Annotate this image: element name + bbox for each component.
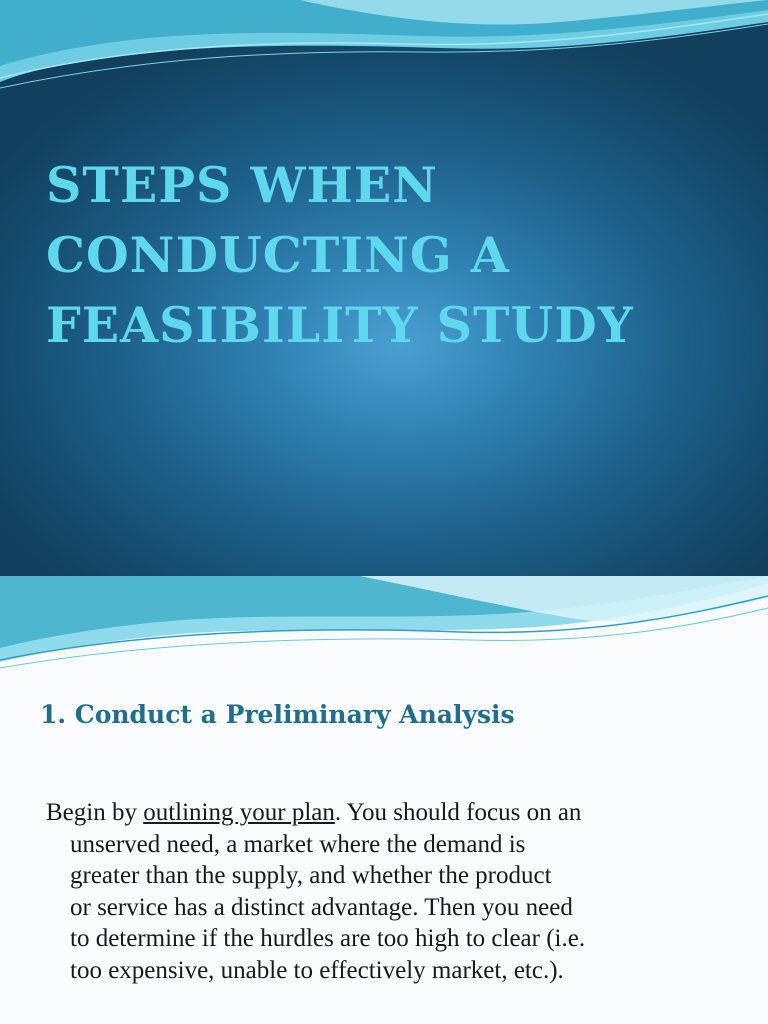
slide-title (46, 150, 746, 360)
title-line: CONDUCTING A (46, 226, 510, 284)
body-line: too expensive, unable to effectively market, etc.). (70, 956, 564, 984)
decorative-wave-banner (0, 0, 768, 100)
body-text-segment: Begin by (46, 799, 144, 826)
body-line: to determine if the hurdles are too high to clear (i.e. (70, 925, 586, 952)
body-paragraph (46, 797, 736, 986)
decorative-wave-banner (0, 576, 768, 676)
body-text-segment: . You should focus on an (334, 799, 582, 826)
body-line: greater than the supply, and whether the product (70, 862, 552, 889)
body-line: unserved need, a market where the demand is (70, 830, 526, 858)
title-line: STEPS WHEN (46, 156, 438, 214)
title-line: FEASIBILITY STUDY (46, 296, 634, 354)
outlining-plan-link[interactable]: outlining your plan (143, 799, 335, 826)
section-heading: 1. Conduct a Preliminary Analysis (40, 700, 515, 729)
body-line (46, 797, 736, 829)
body-line: or service has a distinct advantage. Then you need (70, 893, 573, 921)
content-slide (0, 576, 768, 1024)
